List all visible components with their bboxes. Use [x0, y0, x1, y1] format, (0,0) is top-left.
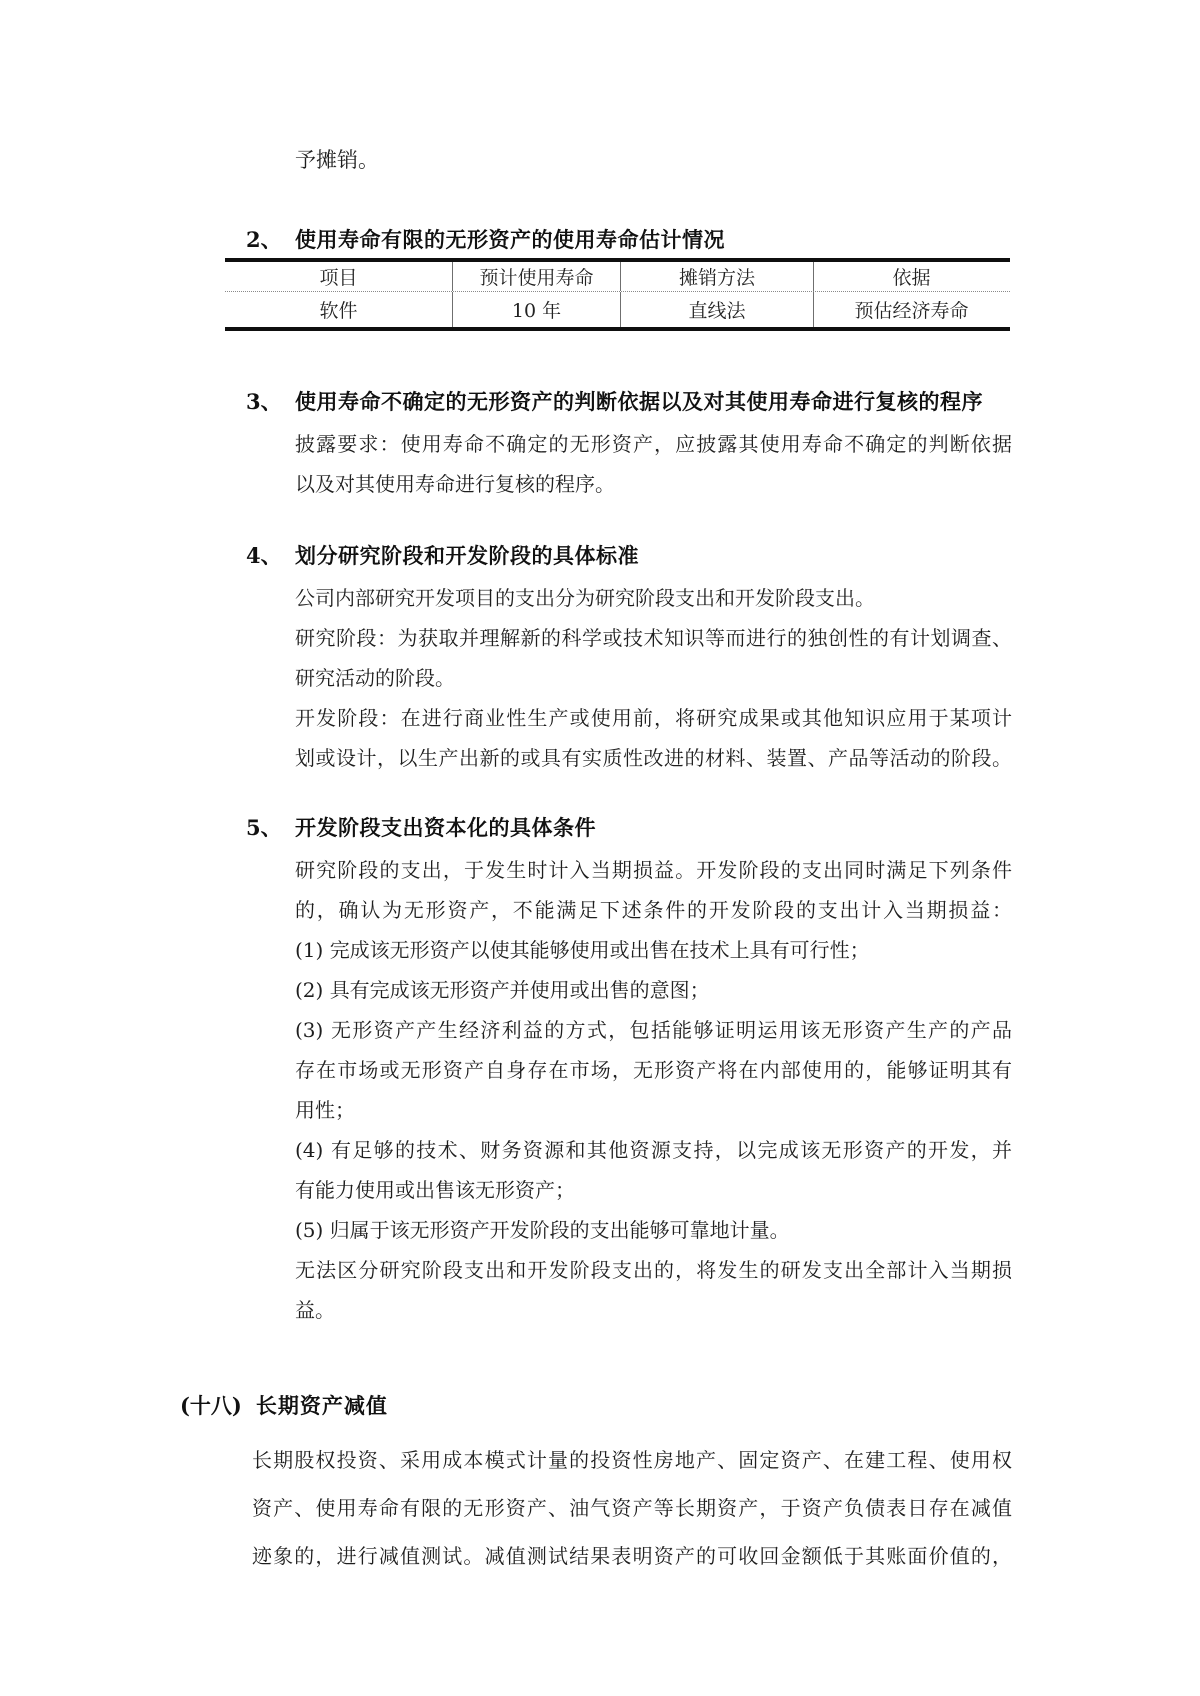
text-line: 研究活动的阶段。: [295, 666, 455, 690]
text-line: 资产、使用寿命有限的无形资产、油气资产等长期资产，于资产负债表日存在减值: [252, 1496, 1012, 1520]
text-line: 开发阶段：在进行商业性生产或使用前，将研究成果或其他知识应用于某项计: [295, 706, 1012, 730]
section-4-heading: [246, 540, 1060, 574]
text-line: 益。: [295, 1298, 335, 1322]
table-row: [225, 292, 1010, 327]
text-line: 公司内部研究开发项目的支出分为研究阶段支出和开发阶段支出。: [295, 586, 875, 610]
text-line: (2) 具有完成该无形资产并使用或出售的意图；: [295, 978, 710, 1002]
text-line: 以及对其使用寿命进行复核的程序。: [295, 472, 615, 496]
text-line: 迹象的，进行减值测试。减值测试结果表明资产的可收回金额低于其账面价值的，: [252, 1544, 1012, 1568]
table-header-cell: 依据: [813, 262, 1009, 291]
section-18-body: [252, 1436, 1012, 1580]
section-3-heading: [246, 386, 1060, 420]
section-18-number: (十八): [180, 1393, 242, 1418]
text-line: (3) 无形资产产生经济利益的方式，包括能够证明运用该无形资产生产的产品: [295, 1018, 1012, 1042]
text-line: 无法区分研究阶段支出和开发阶段支出的，将发生的研发支出全部计入当期损: [295, 1258, 1012, 1282]
text-line: (5) 归属于该无形资产开发阶段的支出能够可靠地计量。: [295, 1218, 790, 1242]
text-line: (1) 完成该无形资产以使其能够使用或出售在技术上具有可行性；: [295, 938, 870, 962]
text-line: 有能力使用或出售该无形资产；: [295, 1178, 575, 1202]
section-5-number: 5、: [246, 815, 282, 840]
carryover-text-line: 予摊销。: [295, 148, 379, 172]
section-2-title: 使用寿命有限的无形资产的使用寿命估计情况: [295, 227, 725, 252]
text-line: 研究阶段的支出，于发生时计入当期损益。开发阶段的支出同时满足下列条件: [295, 858, 1012, 882]
text-line: 用性；: [295, 1098, 355, 1122]
text-line: 研究阶段：为获取并理解新的科学或技术知识等而进行的独创性的有计划调查、: [295, 626, 1012, 650]
section-5-body: [295, 850, 1012, 1330]
table-cell-life: 10 年: [452, 292, 620, 327]
section-5-title: 开发阶段支出资本化的具体条件: [295, 815, 596, 840]
table-header-row: [225, 262, 1010, 292]
section-4-body: [295, 578, 1012, 778]
section-5-heading: [246, 812, 1060, 846]
text-line: (4) 有足够的技术、财务资源和其他资源支持，以完成该无形资产的开发，并: [295, 1138, 1012, 1162]
section-2-heading: [246, 224, 1060, 258]
table-header-cell: 预计使用寿命: [452, 262, 620, 291]
section-3-title: 使用寿命不确定的无形资产的判断依据以及对其使用寿命进行复核的程序: [295, 389, 983, 414]
section-3-body: [295, 424, 1012, 504]
table-header-cell: 项目: [319, 267, 358, 289]
section-4-title: 划分研究阶段和开发阶段的具体标准: [295, 543, 639, 568]
table-cell-method: 直线法: [620, 292, 813, 327]
table-cell-basis: 预估经济寿命: [813, 292, 1009, 327]
text-line: 披露要求：使用寿命不确定的无形资产，应披露其使用寿命不确定的判断依据: [295, 432, 1012, 456]
text-line: 划或设计，以生产出新的或具有实质性改进的材料、装置、产品等活动的阶段。: [295, 746, 1012, 770]
section-4-number: 4、: [246, 543, 282, 568]
useful-life-table: [225, 258, 1010, 331]
text-line: 存在市场或无形资产自身存在市场，无形资产将在内部使用的，能够证明其有: [295, 1058, 1012, 1082]
table-cell-item: 软件: [319, 300, 358, 322]
section-18-title: 长期资产减值: [255, 1393, 388, 1418]
text-line: 的，确认为无形资产，不能满足下述条件的开发阶段的支出计入当期损益：: [295, 898, 1012, 922]
table-header-cell: 摊销方法: [620, 262, 813, 291]
section-3-number: 3、: [246, 389, 282, 414]
text-line: 长期股权投资、采用成本模式计量的投资性房地产、固定资产、在建工程、使用权: [252, 1448, 1012, 1472]
section-18-heading: [180, 1390, 388, 1420]
section-2-number: 2、: [246, 227, 282, 252]
